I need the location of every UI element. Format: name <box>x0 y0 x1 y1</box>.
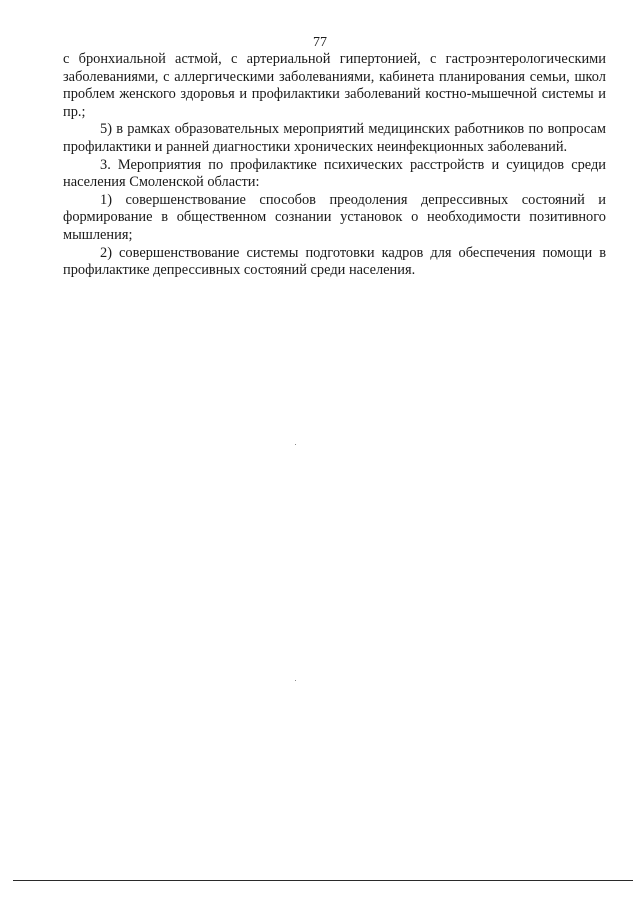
page-number: 77 <box>313 35 327 50</box>
document-body <box>63 51 606 280</box>
scan-speck <box>295 680 296 681</box>
paragraph-item-5: 5) в рамках образовательных мероприятий медицинских работников по вопросам профилактики и ранней диагностики хронических неинфекционных заболеваний. <box>63 121 606 155</box>
scan-speck <box>295 444 296 445</box>
paragraph-item-2: 2) совершенствование системы подготовки кадров для обеспечения помощи в профилактике депрессивных состояний среди населения. <box>63 244 606 279</box>
paragraph-section-3: 3. Мероприятия по профилактике психических расстройств и суицидов среди населения Смоленской области: <box>63 156 606 191</box>
page-bottom-rule <box>13 880 633 881</box>
paragraph-item-1: 1) совершенствование способов преодоления депрессивных состояний и формирование в общественном сознании установок о необходимости позитивного мышления; <box>63 191 606 243</box>
paragraph-continuation: с бронхиальной астмой, с артериальной гипертонией, с гастроэнтерологическими заболеваниями, с аллергическими заболеваниями, кабинета планирования семьи, школ проблем женского здоровья и профилактики заболеваний костно-мышечной системы и пр.; <box>63 51 606 120</box>
